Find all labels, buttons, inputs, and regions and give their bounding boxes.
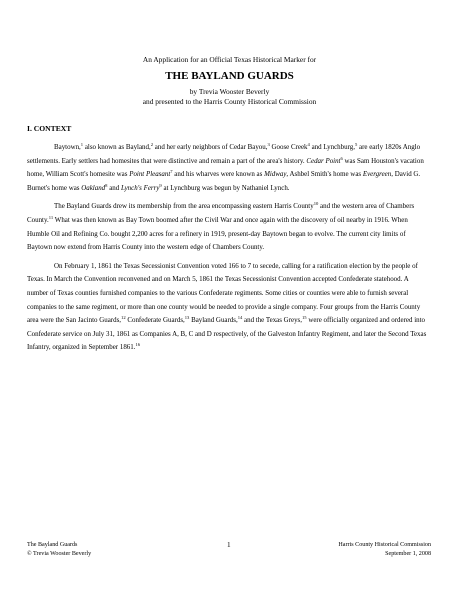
footnote-marker: 15 bbox=[301, 315, 307, 321]
footnote-marker: 8 bbox=[105, 182, 108, 188]
footnote-marker: 1 bbox=[80, 142, 84, 147]
footnote-marker: 10 bbox=[313, 201, 319, 207]
text-run: Confederate Guards, bbox=[125, 316, 185, 325]
text-run: Bayland Guards, bbox=[189, 316, 238, 325]
text-run: , David G. Burnet's home was bbox=[27, 170, 421, 192]
italic-place-name: Point Pleasant bbox=[129, 170, 171, 179]
text-run: Goose Creek bbox=[269, 143, 308, 151]
paragraph bbox=[27, 200, 431, 254]
text-run: and Lynchburg, bbox=[309, 143, 355, 151]
footnote-marker: 2 bbox=[150, 142, 154, 147]
byline bbox=[0, 87, 459, 107]
text-run: On February 1, 1861 the Texas Secessionist Convention voted 166 to 7 to secede, calling for a ratification election by the people of Texas. In March the Convention reconvened and on March 5, 1861 the Texas Secessionist Convention accepted Confederate statehood. A number of Texas counties furnished companies to the various Confederate regiments. Some cities or counties were able to furnish several companies to the same regiment, or more than one county would be needed to provide a single company. Four groups from the Harris County area were the San Jacinto Guards, bbox=[27, 261, 421, 325]
italic-place-name: Midway bbox=[264, 170, 287, 179]
footnote-marker: 4 bbox=[307, 142, 310, 147]
footer-doc-title: The Bayland Guards bbox=[27, 542, 78, 548]
text-run: was Sam Houston's vacation home, William Scott's homesite was bbox=[27, 156, 424, 179]
footnote-marker: 11 bbox=[48, 214, 54, 220]
document-title: THE BAYLAND GUARDS bbox=[165, 70, 294, 82]
paragraph bbox=[27, 260, 431, 355]
presented-line: and presented to the Harris County Historical Commission bbox=[142, 97, 317, 106]
text-run: and bbox=[107, 183, 121, 192]
text-run: What was then known as Bay Town boomed after the Civil War and once again with the discovery of oil nearby in 1916. When Humble Oil and Refining Co. bought 2,200 acres for a refinery in 1919, present-day Baytown began to evolve. The current city limits of Baytown now extend from Harris County into the western edge of Chambers County. bbox=[27, 215, 408, 252]
text-run: , Ashbel Smith's home was bbox=[286, 170, 363, 179]
footer-date: September 1, 2008 bbox=[385, 550, 431, 557]
italic-place-name: Evergreen bbox=[362, 170, 392, 179]
text-run: Baytown, bbox=[54, 143, 81, 151]
section-heading: I. CONTEXT bbox=[27, 124, 72, 133]
text-run: at Lynchburg was begun by Nathaniel Lynch. bbox=[161, 183, 290, 192]
paragraph bbox=[27, 141, 431, 195]
text-run: and her early neighbors of Cedar Bayou, bbox=[153, 143, 268, 151]
italic-place-name: Oakland bbox=[81, 183, 106, 192]
footnote-marker: 9 bbox=[159, 182, 162, 188]
italic-place-name: Cedar Point bbox=[306, 156, 341, 165]
footnote-marker: 5 bbox=[354, 142, 358, 147]
footer-right bbox=[338, 541, 431, 558]
text-run: and the western area of Chambers County. bbox=[27, 202, 415, 224]
footer-commission: Harris County Historical Commission bbox=[338, 542, 431, 548]
document-header bbox=[0, 55, 459, 107]
footnote-marker: 7 bbox=[170, 169, 173, 175]
text-run: The Bayland Guards drew its membership from the area encompassing eastern Harris County bbox=[54, 202, 314, 211]
text-run: and the Texas Greys, bbox=[242, 316, 302, 325]
footnote-marker: 14 bbox=[237, 315, 243, 321]
footnote-marker: 13 bbox=[184, 315, 190, 321]
author-line: by Trevia Wooster Beverly bbox=[189, 87, 270, 96]
footnote-marker: 6 bbox=[340, 155, 343, 161]
footer-left bbox=[27, 541, 91, 558]
footnote-marker: 12 bbox=[121, 315, 126, 321]
italic-place-name: Lynch's Ferry bbox=[120, 183, 160, 192]
footer-copyright: © Trevia Wooster Beverly bbox=[27, 550, 92, 557]
text-run: are early 1820s Anglo settlements. Early settlers had homesites that were distinctive and remain a part of the area's history. bbox=[27, 143, 421, 165]
body-text bbox=[27, 141, 431, 360]
text-run: and his wharves were known as bbox=[172, 170, 265, 179]
text-run: were officially organized and ordered into Confederate service on July 31, 1861 as Companies A, B, C and D respectively, of the Galveston Infantry Regiment, and later the Second Texas Infantry, organized in September 1861. bbox=[27, 316, 427, 352]
footnote-marker: 16 bbox=[135, 342, 141, 348]
text-run: also known as Bayland, bbox=[83, 143, 151, 151]
footnote-marker: 3 bbox=[267, 142, 270, 147]
page-number: 1 bbox=[227, 541, 231, 549]
pre-title: An Application for an Official Texas Historical Marker for bbox=[142, 55, 317, 64]
